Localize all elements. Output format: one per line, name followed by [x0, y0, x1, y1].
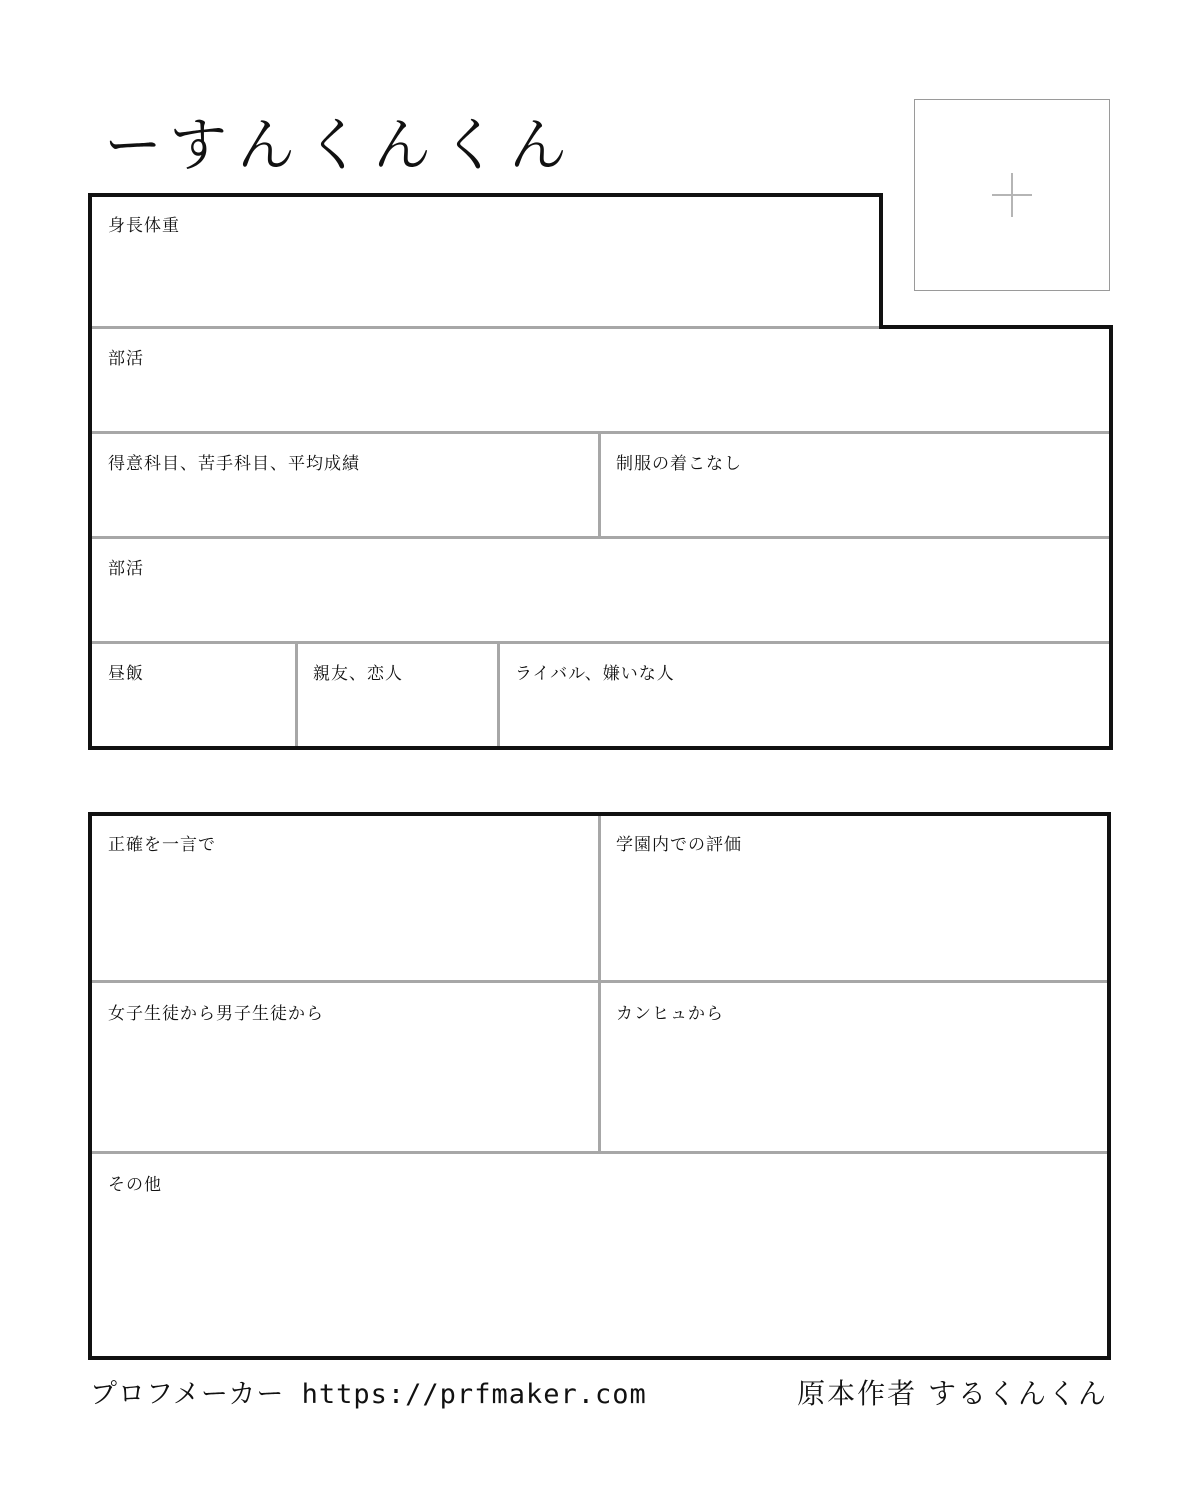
club-field-1[interactable]: [90, 328, 1109, 431]
height-weight-label: 身長体重: [108, 216, 180, 236]
from-students-label: 女子生徒から男子生徒から: [108, 1004, 324, 1024]
school-reputation-field[interactable]: [598, 814, 1107, 980]
friends-field[interactable]: [295, 643, 497, 746]
other-field[interactable]: [90, 1154, 1107, 1356]
subjects-label: 得意科目、苦手科目、平均成績: [108, 454, 360, 474]
subjects-field[interactable]: [90, 433, 598, 536]
one-word-label: 正確を一言で: [108, 835, 216, 855]
plus-icon: [992, 173, 1032, 217]
uniform-field[interactable]: [598, 433, 1109, 536]
photo-upload-box[interactable]: [914, 99, 1110, 291]
club-field-2[interactable]: [90, 538, 1109, 641]
page-title: ーすんくんくん: [104, 111, 578, 179]
rivals-field[interactable]: [497, 643, 1109, 746]
friends-label: 親友、恋人: [313, 664, 403, 684]
from-kanhyu-label: カンヒュから: [616, 1004, 724, 1024]
club-label-1: 部活: [108, 349, 144, 369]
lunch-field[interactable]: [90, 643, 295, 746]
club-label-2: 部活: [108, 559, 144, 579]
footer-author-credit: 原本作者 するくんくん: [797, 1377, 1108, 1410]
one-word-field[interactable]: [90, 814, 598, 980]
other-label: その他: [108, 1175, 162, 1195]
footer-maker-credit: プロフメーカー https://prfmaker.com: [90, 1379, 647, 1410]
school-reputation-label: 学園内での評価: [616, 835, 742, 855]
uniform-label: 制服の着こなし: [616, 454, 742, 474]
from-students-field[interactable]: [90, 983, 598, 1151]
from-kanhyu-field[interactable]: [598, 983, 1107, 1151]
height-weight-field[interactable]: [90, 195, 879, 326]
rivals-label: ライバル、嫌いな人: [515, 664, 675, 684]
lunch-label: 昼飯: [108, 664, 144, 684]
